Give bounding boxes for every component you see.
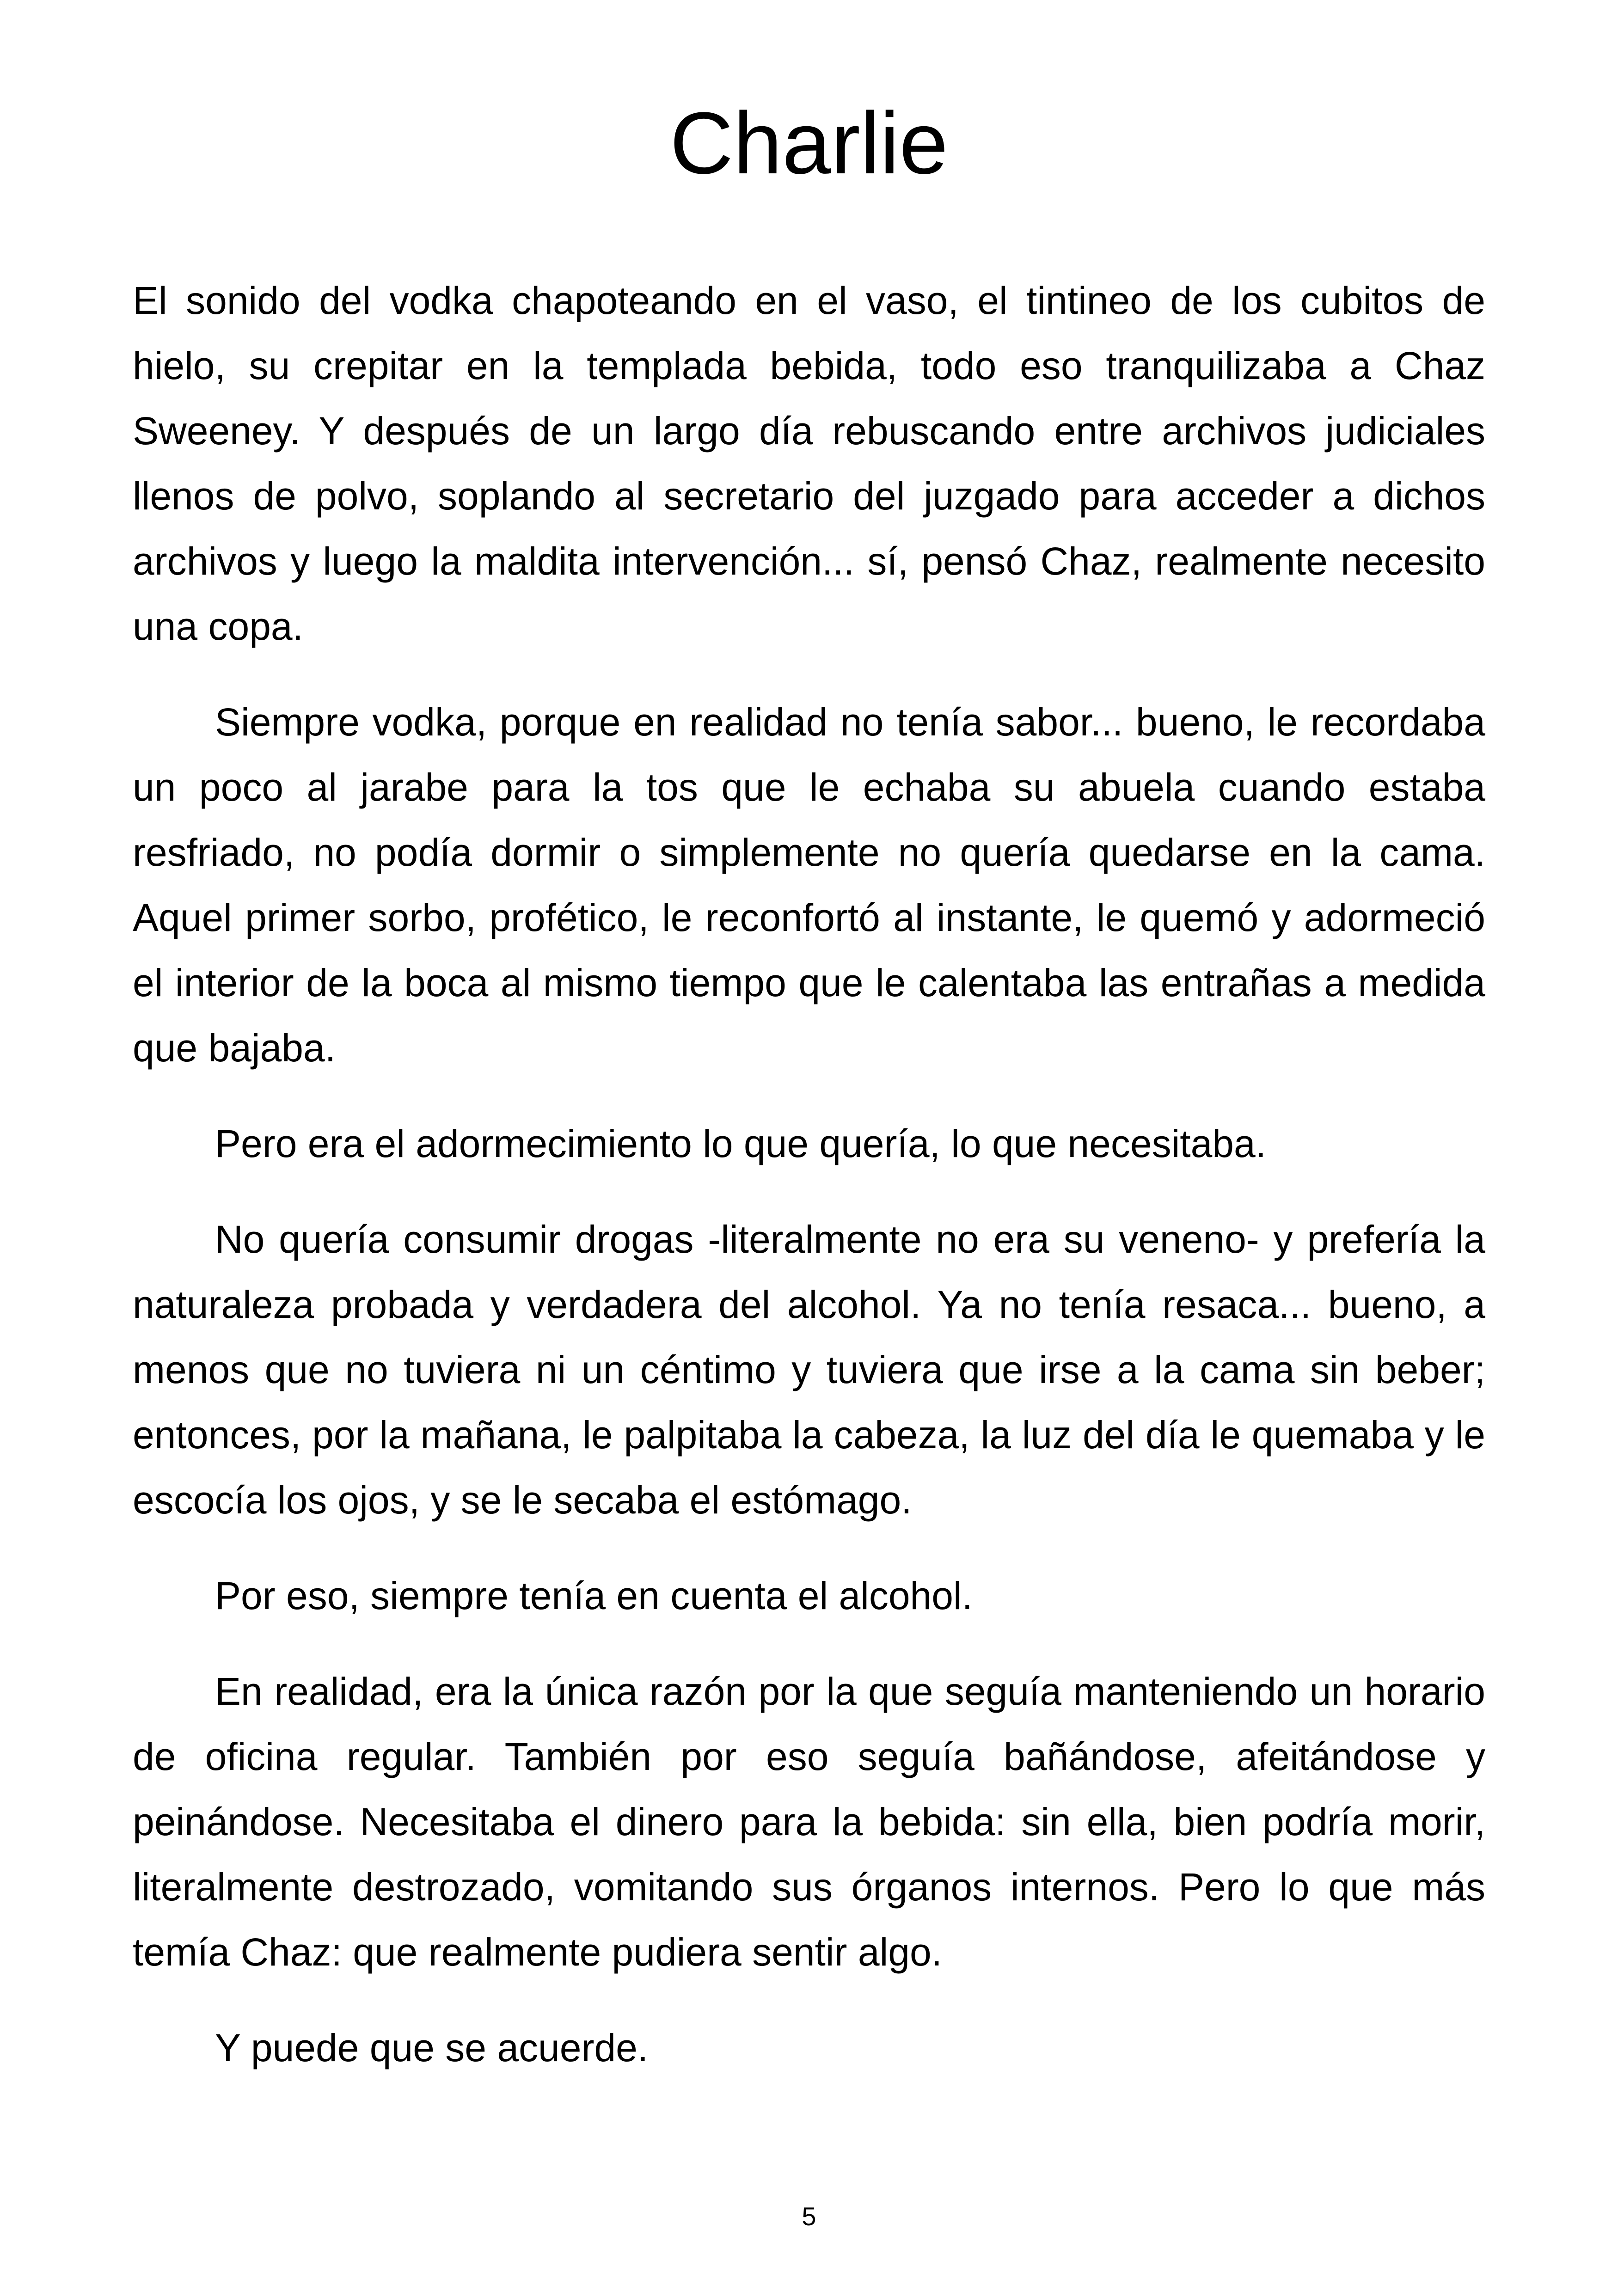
paragraph: En realidad, era la única razón por la que seguía manteniendo un horario de oficina regular. También por eso seguía bañándose, afeitándose y peinándose. Necesitaba el dinero para la bebida: sin ella, bien podría morir, literalmente destrozado, vomitando sus órganos internos. Pero lo que más temía Chaz: que realmente pudiera sentir algo.: [133, 1670, 1485, 1974]
paragraph: Siempre vodka, porque en realidad no tenía sabor... bueno, le recordaba un poco al jarabe para la tos que le echaba su abuela cuando estaba resfriado, no podía dormir o simplemente no quería quedarse en la cama. Aquel primer sorbo, profético, le reconfortó al instante, le quemó y adormeció el interior de la boca al mismo tiempo que le calentaba las entrañas a medida que bajaba.: [133, 700, 1485, 1070]
paragraph: Por eso, siempre tenía en cuenta el alcohol.: [215, 1574, 973, 1617]
page-number: 5: [802, 2202, 816, 2231]
paragraph: Y puede que se acuerde.: [215, 2026, 649, 2069]
paragraph: No quería consumir drogas -literalmente no era su veneno- y prefería la naturaleza probada y verdadera del alcohol. Ya no tenía resaca... bueno, a menos que no tuviera ni un céntimo y tuviera que irse a la cama sin beber; entonces, por la mañana, le palpitaba la cabeza, la luz del día le quemaba y le escocía los ojos, y se le secaba el estómago.: [133, 1218, 1485, 1522]
paragraph: El sonido del vodka chapoteando en el vaso, el tintineo de los cubitos de hielo, su crepitar en la templada bebida, todo eso tranquilizaba a Chaz Sweeney. Y después de un largo día rebuscando entre archivos judiciales llenos de polvo, soplando al secretario del juzgado para acceder a dichos archivos y luego la maldita intervención... sí, pensó Chaz, realmente necesito una copa.: [133, 279, 1485, 648]
chapter-body: [133, 268, 1485, 2111]
paragraph: Pero era el adormecimiento lo que quería, lo que necesitaba.: [215, 1122, 1267, 1165]
chapter-title: Charlie: [670, 94, 948, 192]
